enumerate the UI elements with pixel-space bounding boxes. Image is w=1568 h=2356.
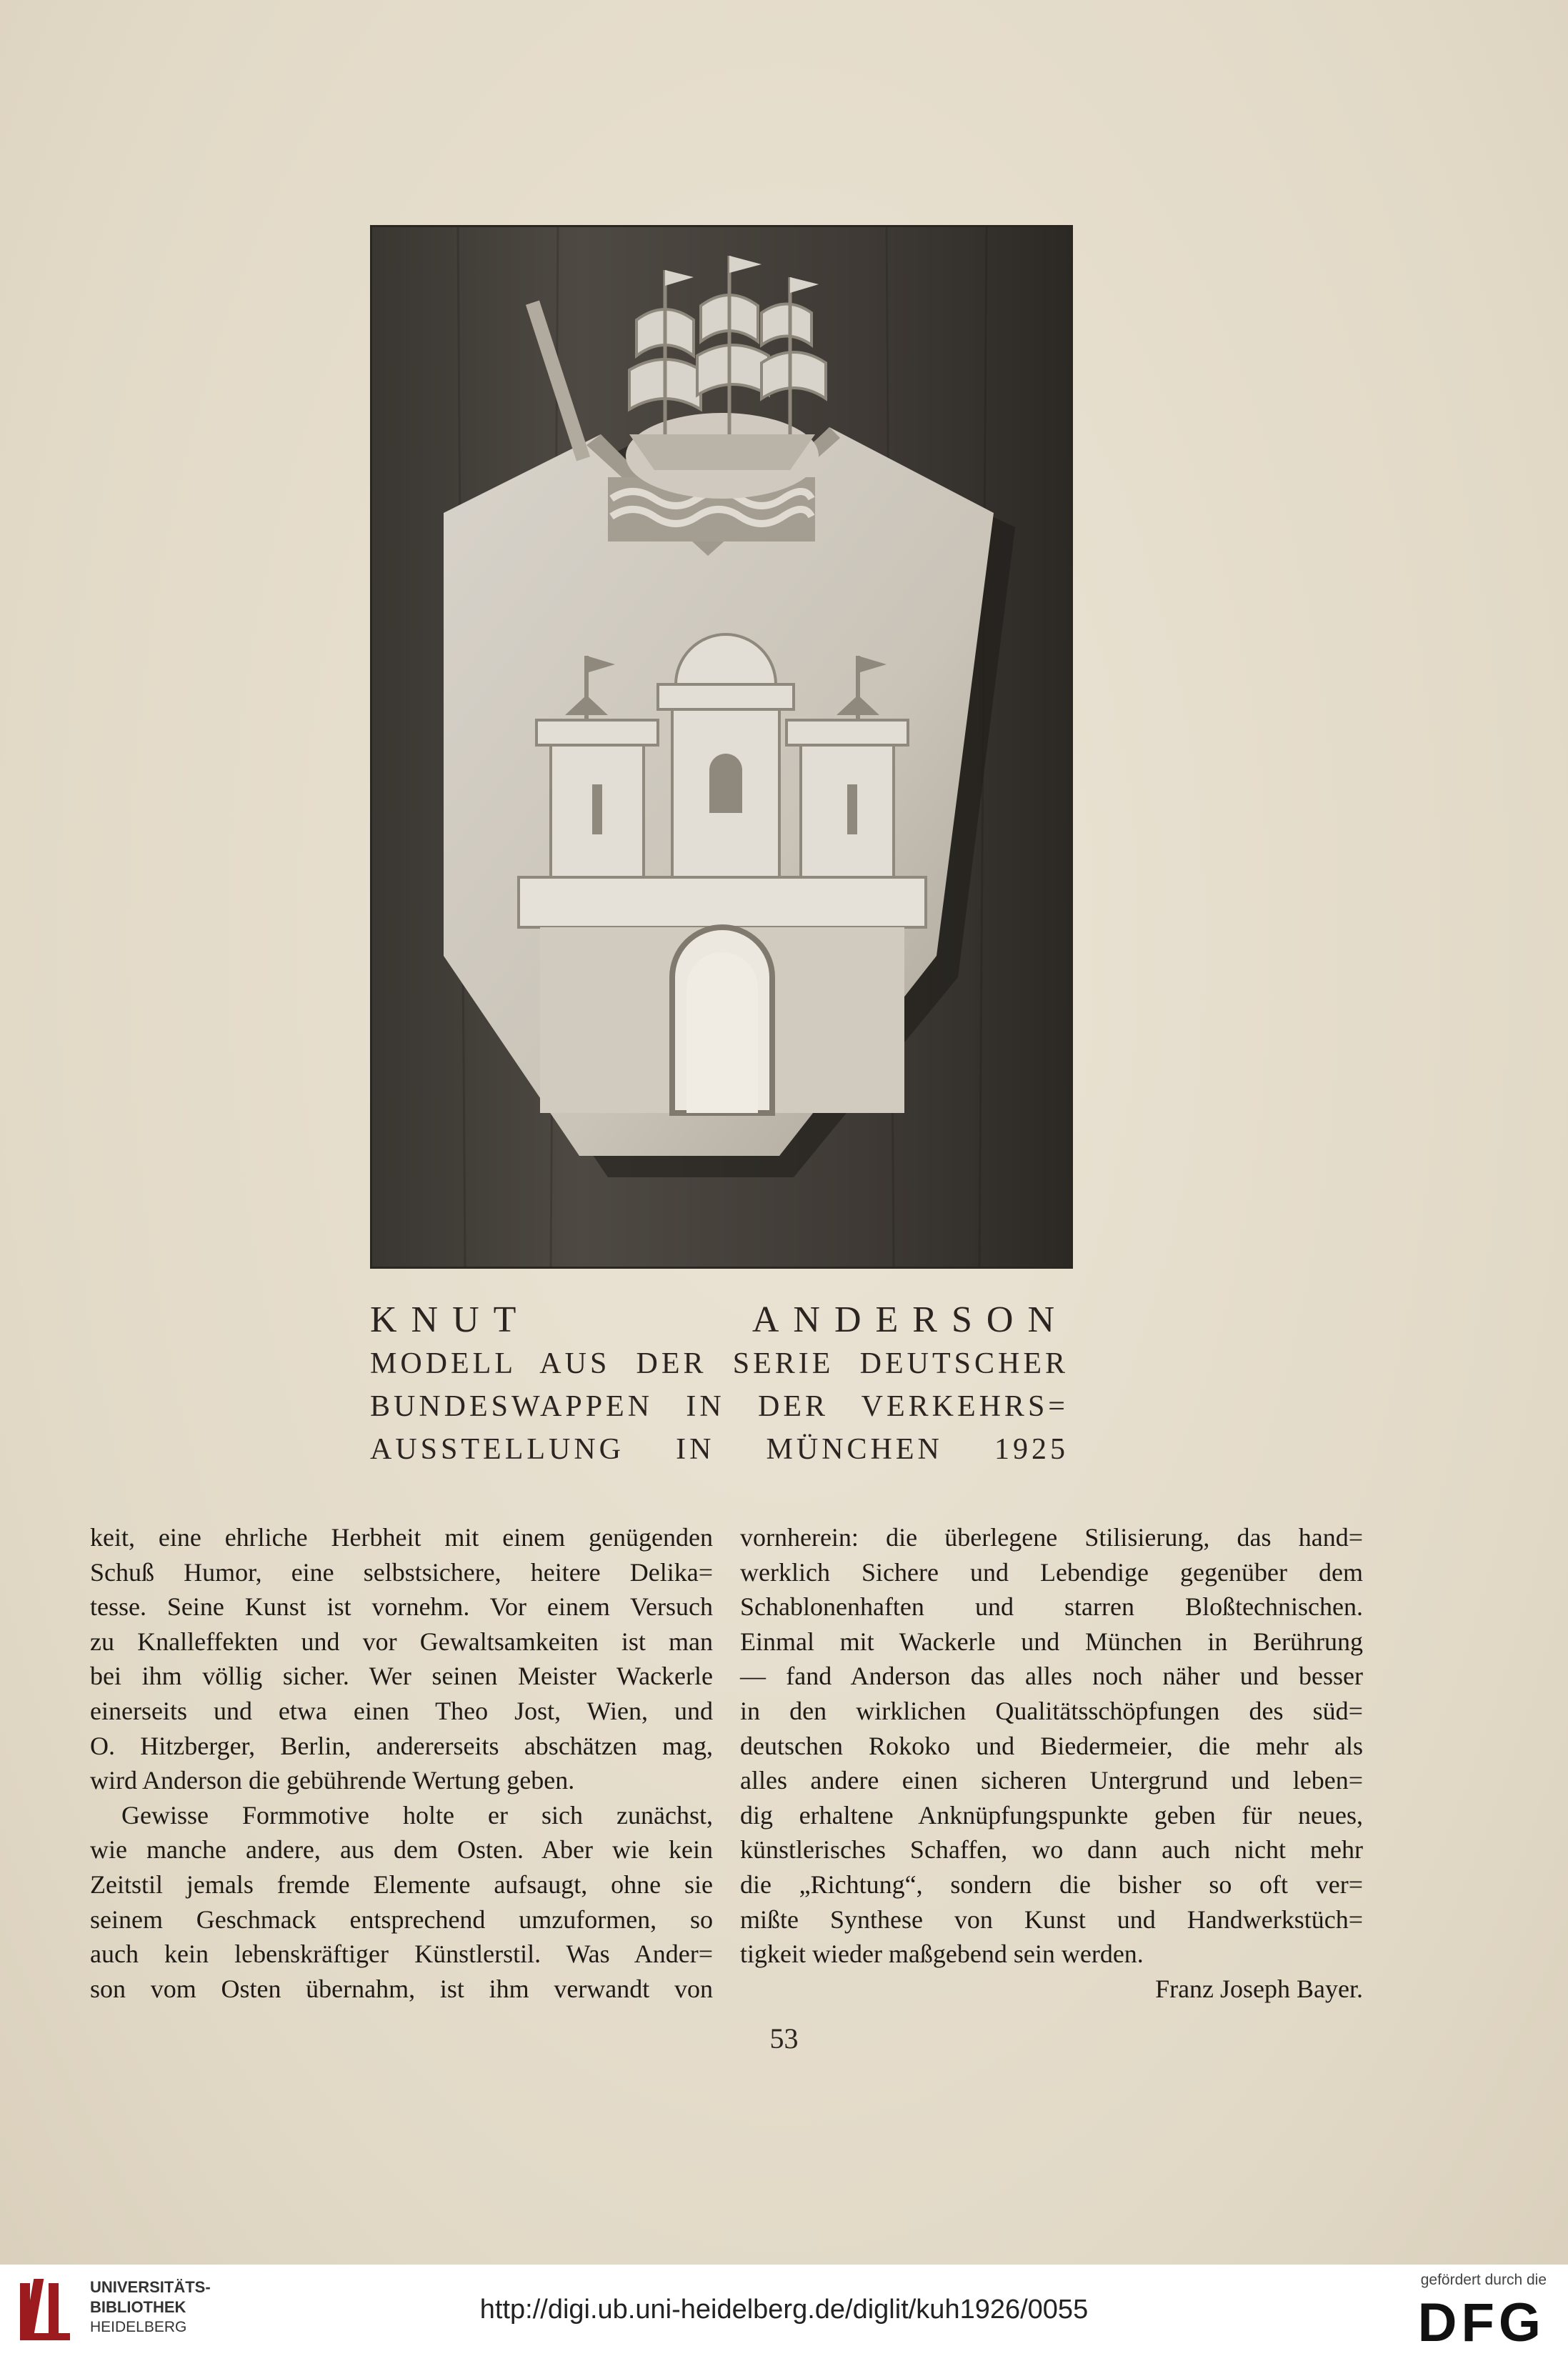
caption-line-1: MODELL AUS DER SERIE DEUTSCHER: [370, 1347, 1069, 1380]
article-column-left: [90, 1520, 713, 2006]
text-line: keit, eine ehrliche Herbheit mit einem genügenden: [90, 1523, 713, 1552]
article-column-right: [740, 1520, 1363, 2006]
caption-line-3: AUSSTELLUNG IN MÜNCHEN 1925: [370, 1433, 1069, 1466]
text-line: bei ihm völlig sicher. Wer seinen Meister Wackerle: [90, 1662, 713, 1691]
library-name-line-2: BIBLIOTHEK: [90, 2298, 186, 2316]
text-line: wie manche andere, aus dem Osten. Aber wie kein: [90, 1835, 713, 1865]
coat-of-arms-relief-image: [372, 227, 1071, 1267]
text-line: in den wirklichen Qualitätsschöpfungen des süd=: [740, 1696, 1363, 1725]
text-line: die „Richtung“, sondern die bisher so oft ver=: [740, 1870, 1363, 1899]
text-line: Gewisse Formmotive holte er sich zunächst,: [121, 1800, 713, 1830]
text-line: O. Hitzberger, Berlin, andererseits abschätzen mag,: [90, 1731, 713, 1760]
text-line: künstlerisches Schaffen, wo dann auch nicht mehr: [740, 1835, 1363, 1865]
caption-artist-name: KNUT ANDERSON: [370, 1299, 1069, 1340]
funding-label: gefördert durch die: [1420, 2272, 1547, 2288]
text-line: mißte Synthese von Kunst und Handwerkstüch=: [740, 1905, 1363, 1934]
dfg-logo: DFG: [1417, 2292, 1545, 2353]
text-line: Einmal mit Wackerle und München in Berührung: [740, 1627, 1363, 1656]
text-line: — fand Anderson das alles noch näher und besser: [740, 1662, 1363, 1691]
text-line: wird Anderson die gebührende Wertung geben.: [90, 1766, 575, 1795]
text-line: vornherein: die überlegene Stilisierung, das hand=: [740, 1523, 1363, 1552]
text-line: auch kein lebenskräftiger Künstlerstil. Was Ander=: [90, 1940, 713, 1969]
text-line: tigkeit wieder maßgebend sein werden.: [740, 1940, 1144, 1969]
digitization-url-link[interactable]: http://digi.ub.uni-heidelberg.de/diglit/kuh1926/0055: [479, 2295, 1089, 2325]
text-line: son vom Osten übernahm, ist ihm verwandt von: [90, 1974, 713, 2003]
text-line: Zeitstil jemals fremde Elemente aufsaugt, ohne sie: [90, 1870, 713, 1899]
text-line: Schablonenhaften und starren Bloßtechnischen.: [740, 1592, 1363, 1622]
text-line: alles andere einen sicheren Untergrund und leben=: [740, 1766, 1363, 1795]
text-line: Schuß Humor, eine selbstsichere, heitere Delika=: [90, 1557, 713, 1587]
text-line: tesse. Seine Kunst ist vornehm. Vor einem Versuch: [90, 1592, 713, 1622]
text-line: deutschen Rokoko und Biedermeier, die mehr als: [740, 1731, 1363, 1760]
relief-photograph: [370, 225, 1073, 1269]
text-line: einerseits und etwa einen Theo Jost, Wien, und: [90, 1696, 713, 1725]
library-name-line-1: UNIVERSITÄTS-: [90, 2278, 211, 2296]
author-signature: Franz Joseph Bayer.: [1155, 1974, 1363, 2003]
text-line: seinem Geschmack entsprechend umzuformen, so: [90, 1905, 713, 1934]
caption-line-2: BUNDESWAPPEN IN DER VERKEHRS=: [370, 1390, 1069, 1423]
text-line: zu Knalleffekten und vor Gewaltsamkeiten ist man: [90, 1627, 713, 1656]
page-number: 53: [769, 2022, 799, 2055]
library-name-line-3: HEIDELBERG: [90, 2319, 187, 2335]
text-line: werklich Sichere und Lebendige gegenüber dem: [740, 1557, 1363, 1587]
text-line: dig erhaltene Anknüpfungspunkte geben für neues,: [740, 1800, 1363, 1830]
